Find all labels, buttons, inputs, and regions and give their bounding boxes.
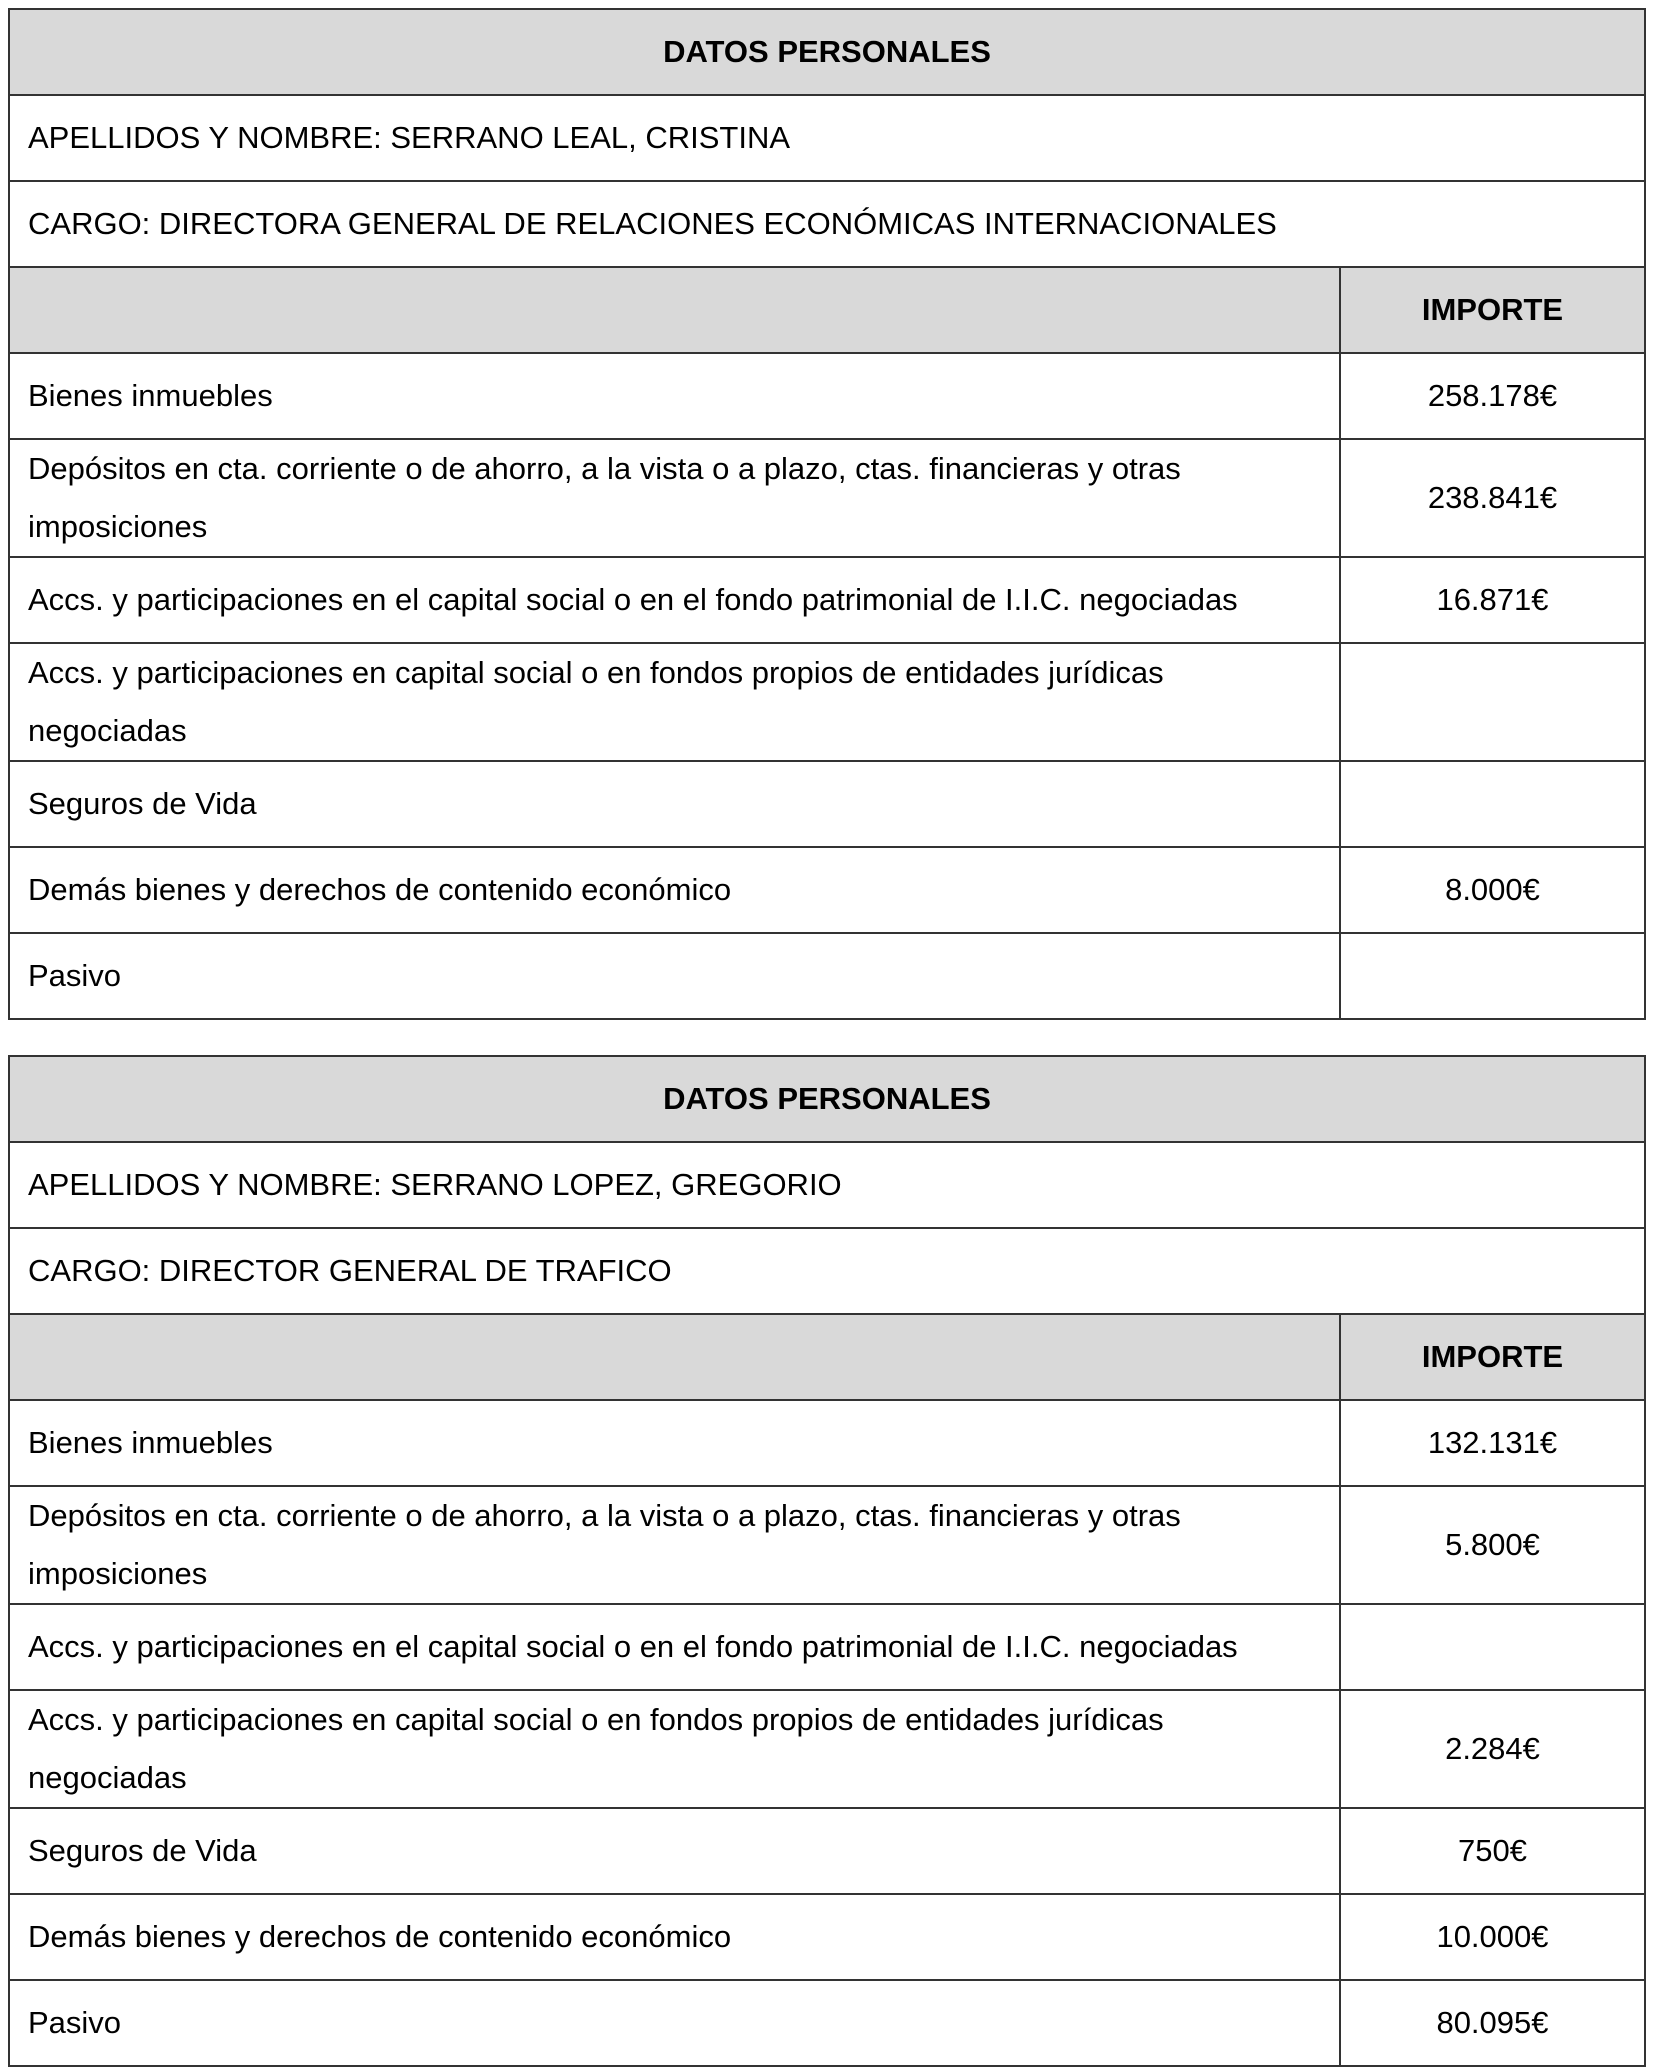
name-line: APELLIDOS Y NOMBRE: SERRANO LEAL, CRISTINA [9, 95, 1645, 181]
table-row [9, 761, 1645, 847]
section-title: DATOS PERSONALES [9, 1056, 1645, 1142]
row-amount: 8.000€ [1340, 847, 1645, 933]
row-amount: 258.178€ [1340, 353, 1645, 439]
row-label: Seguros de Vida [9, 1808, 1340, 1894]
table-row [9, 1690, 1645, 1808]
row-label: Depósitos en cta. corriente o de ahorro, a la vista o a plazo, ctas. financieras y otras imposiciones [9, 439, 1340, 557]
table-row [9, 1894, 1645, 1980]
amount-header: IMPORTE [1340, 1314, 1645, 1400]
table-row [9, 1400, 1645, 1486]
row-label: Depósitos en cta. corriente o de ahorro, a la vista o a plazo, ctas. financieras y otras imposiciones [9, 1486, 1340, 1604]
row-amount [1340, 643, 1645, 761]
table-row [9, 557, 1645, 643]
row-amount: 238.841€ [1340, 439, 1645, 557]
table-row [9, 439, 1645, 557]
row-label: Accs. y participaciones en capital social o en fondos propios de entidades jurídicas negociadas [9, 643, 1340, 761]
row-label: Pasivo [9, 1980, 1340, 2066]
table-row [9, 643, 1645, 761]
cargo-line: CARGO: DIRECTOR GENERAL DE TRAFICO [9, 1228, 1645, 1314]
row-label: Accs. y participaciones en el capital social o en el fondo patrimonial de I.I.C. negociadas [9, 557, 1340, 643]
row-label: Demás bienes y derechos de contenido económico [9, 847, 1340, 933]
row-amount: 5.800€ [1340, 1486, 1645, 1604]
table-row [9, 1486, 1645, 1604]
row-label: Accs. y participaciones en capital social o en fondos propios de entidades jurídicas negociadas [9, 1690, 1340, 1808]
row-amount [1340, 1604, 1645, 1690]
table-row [9, 1604, 1645, 1690]
asset-declaration-table-1 [8, 8, 1646, 1020]
row-amount: 132.131€ [1340, 1400, 1645, 1486]
name-line: APELLIDOS Y NOMBRE: SERRANO LOPEZ, GREGORIO [9, 1142, 1645, 1228]
header-blank-cell [9, 1314, 1340, 1400]
row-amount [1340, 761, 1645, 847]
cargo-line: CARGO: DIRECTORA GENERAL DE RELACIONES ECONÓMICAS INTERNACIONALES [9, 181, 1645, 267]
row-label: Demás bienes y derechos de contenido económico [9, 1894, 1340, 1980]
row-label: Accs. y participaciones en el capital social o en el fondo patrimonial de I.I.C. negociadas [9, 1604, 1340, 1690]
table-row [9, 1980, 1645, 2066]
row-amount: 10.000€ [1340, 1894, 1645, 1980]
amount-header: IMPORTE [1340, 267, 1645, 353]
section-title: DATOS PERSONALES [9, 9, 1645, 95]
row-label: Seguros de Vida [9, 761, 1340, 847]
asset-declaration-table-2 [8, 1055, 1646, 2067]
table-row [9, 353, 1645, 439]
row-amount: 2.284€ [1340, 1690, 1645, 1808]
row-amount: 750€ [1340, 1808, 1645, 1894]
row-amount: 80.095€ [1340, 1980, 1645, 2066]
row-label: Pasivo [9, 933, 1340, 1019]
row-label: Bienes inmuebles [9, 353, 1340, 439]
row-label: Bienes inmuebles [9, 1400, 1340, 1486]
row-amount [1340, 933, 1645, 1019]
table-row [9, 1808, 1645, 1894]
row-amount: 16.871€ [1340, 557, 1645, 643]
table-row [9, 933, 1645, 1019]
header-blank-cell [9, 267, 1340, 353]
table-row [9, 847, 1645, 933]
